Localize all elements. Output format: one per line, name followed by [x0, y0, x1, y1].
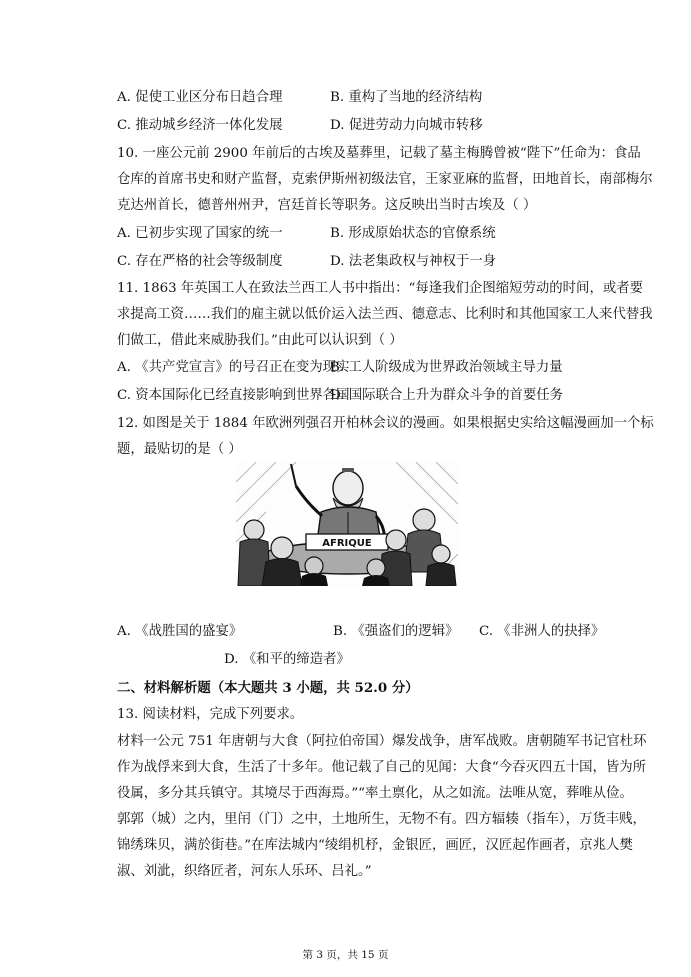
q9-option-a: A. 促使工业区分布日趋合理	[117, 90, 283, 105]
q13-material-line: 役属，多分其兵镇守。其境尽于西海焉。”“率土禀化，从之如流。法唯从宽，葬唯从俭。	[117, 786, 633, 801]
q11-option-a: A. 《共产党宣言》的号召正在变为现实	[117, 360, 350, 375]
q10-option-b: B. 形成原始状态的官僚系统	[330, 226, 496, 241]
q10-option-d: D. 法老集政权与神权于一身	[330, 254, 497, 269]
q9-option-c: C. 推动城乡经济一体化发展	[117, 118, 283, 133]
q12-text-line: 12. 如图是关于 1884 年欧洲列强召开柏林会议的漫画。如果根据史实给这幅漫画加一个标	[117, 416, 654, 431]
q10-text-line: 克达州首长，德普州州尹，宫廷首长等职务。这反映出当时古埃及（ ）	[117, 198, 537, 213]
q13-material-line: 作为战俘来到大食，生活了十多年。他记载了自己的见闻：大食“今吞灭四五十国，皆为所	[117, 760, 647, 775]
q10-option-c: C. 存在严格的社会等级制度	[117, 254, 283, 269]
q12-option-d: D. 《和平的缔造者》	[224, 652, 350, 667]
berlin-conference-cartoon	[236, 462, 458, 586]
q11-option-d: D. 国际联合上升为群众斗争的首要任务	[330, 388, 564, 403]
q13-intro: 13. 阅读材料，完成下列要求。	[117, 707, 304, 722]
q12-option-a: A. 《战胜国的盛宴》	[117, 624, 243, 639]
q12-option-b: B. 《强盗们的逻辑》	[333, 624, 459, 639]
cartoon-sign-text: AFRIQUE	[322, 538, 372, 549]
section-heading: 二、材料解析题（本大题共 3 小题，共 52.0 分）	[117, 680, 419, 696]
q13-material-line: 淑、刘泚，织络匠者，河东人乐环、吕礼。”	[117, 864, 372, 879]
q13-material-line: 材料一公元 751 年唐朝与大食（阿拉伯帝国）爆发战争，唐军战败。唐朝随军书记官杜环	[117, 734, 647, 749]
q12-text-line: 题，最贴切的是（ ）	[117, 442, 242, 457]
q13-material-line: 郭郭（城）之内，里闬（门）之中，土地所生，无物不有。四方辐辏（指车），万货丰贱，	[117, 812, 646, 827]
q9-option-d: D. 促进劳动力向城市转移	[330, 118, 483, 133]
q12-option-c: C. 《非洲人的抉择》	[479, 624, 605, 639]
q9-option-b: B. 重构了当地的经济结构	[330, 90, 483, 105]
q10-text-line: 10. 一座公元前 2900 年前后的古埃及墓葬里，记载了墓主梅腾曾被“陛下”任命为：食品	[117, 146, 641, 161]
page-footer: 第 3 页，共 15 页	[302, 949, 389, 961]
q11-text-line: 们做工，借此来威胁我们。”由此可以认识到（ ）	[117, 333, 403, 348]
q11-option-b: B. 工人阶级成为世界政治领域主导力量	[330, 360, 563, 375]
q13-material-line: 锦绣珠贝，满於街巷。”在库法城内“绫绢机杼，金银匠，画匠，汉匠起作画者，京兆人樊	[117, 838, 633, 853]
q10-text-line: 仓库的首席书史和财产监督，克索伊斯州初级法官，王家亚麻的监督，田地首长，南部梅尔	[117, 172, 653, 187]
q11-text-line: 求提高工资……我们的雇主就以低价运入法兰西、德意志、比利时和其他国家工人来代替我	[117, 307, 653, 322]
q11-option-c: C. 资本国际化已经直接影响到世界各国	[117, 388, 350, 403]
q11-text-line: 11. 1863 年英国工人在致法兰西工人书中指出：“每逢我们企图缩短劳动的时间，或者要	[117, 281, 644, 296]
q10-option-a: A. 已初步实现了国家的统一	[117, 226, 283, 241]
